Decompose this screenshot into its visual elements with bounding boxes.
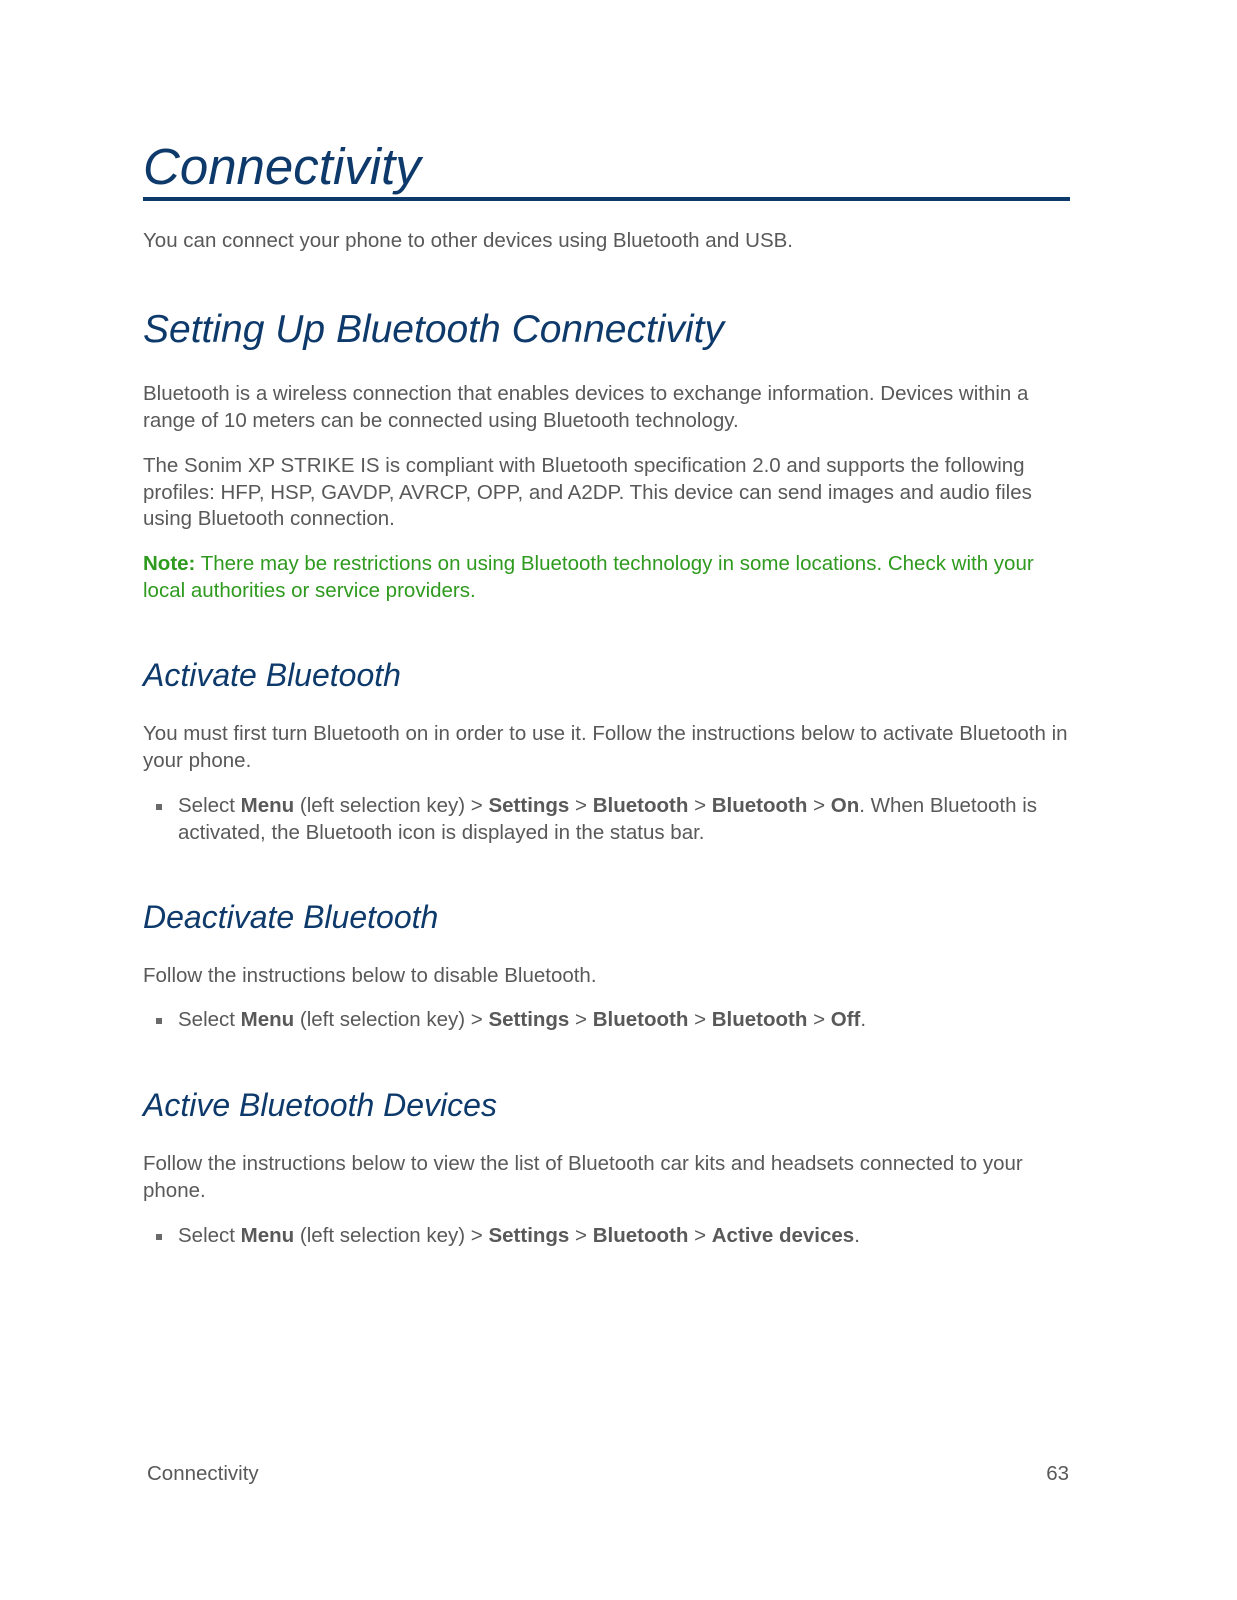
note-text: There may be restrictions on using Bluetooth technology in some locations. Check with your local authorities or service providers. [143, 552, 1034, 602]
note-paragraph [143, 551, 1073, 604]
bullet-square-icon [156, 1234, 162, 1240]
activate-step-text: Select Menu (left selection key) > Settings > Bluetooth > Bluetooth > On. When Bluetooth is activated, the Bluetooth icon is displayed in the status bar. [178, 794, 1038, 844]
activate-paragraph: You must first turn Bluetooth on in order to use it. Follow the instructions below to activate Bluetooth in your phone. [143, 722, 1068, 772]
bullet-square-icon [156, 1018, 162, 1024]
active-devices-step-text: Select Menu (left selection key) > Settings > Bluetooth > Active devices. [178, 1224, 860, 1247]
note-label: Note: [143, 552, 196, 575]
title-underline [143, 197, 1070, 201]
active-devices-paragraph: Follow the instructions below to view the list of Bluetooth car kits and headsets connected to your phone. [143, 1152, 1023, 1202]
footer-page-number: 63 [1046, 1462, 1069, 1485]
footer-section-name: Connectivity [147, 1462, 259, 1485]
subheading-active-bluetooth-devices: Active Bluetooth Devices [143, 1087, 497, 1123]
subheading-activate-bluetooth: Activate Bluetooth [143, 657, 401, 693]
bluetooth-description-paragraph: Bluetooth is a wireless connection that enables devices to exchange information. Devices within a range of 10 meters can be connected using Bluetooth technology. [143, 382, 1029, 432]
page-title: Connectivity [143, 138, 421, 195]
deactivate-step-list-item [143, 1007, 1078, 1034]
compliance-paragraph: The Sonim XP STRIKE IS is compliant with Bluetooth specification 2.0 and supports the following profiles: HFP, HSP, GAVDP, AVRCP, OPP, and A2DP. This device can send images and audio files using Bluetooth connection. [143, 454, 1032, 530]
deactivate-step-text: Select Menu (left selection key) > Settings > Bluetooth > Bluetooth > Off. [178, 1008, 867, 1031]
section-heading-setting-up-bluetooth: Setting Up Bluetooth Connectivity [143, 308, 725, 351]
active-devices-step-list-item [143, 1223, 1078, 1250]
activate-step-list-item [143, 793, 1078, 846]
bullet-square-icon [156, 804, 162, 810]
subheading-deactivate-bluetooth: Deactivate Bluetooth [143, 899, 439, 935]
intro-paragraph: You can connect your phone to other devices using Bluetooth and USB. [143, 229, 793, 252]
deactivate-paragraph: Follow the instructions below to disable Bluetooth. [143, 964, 597, 987]
